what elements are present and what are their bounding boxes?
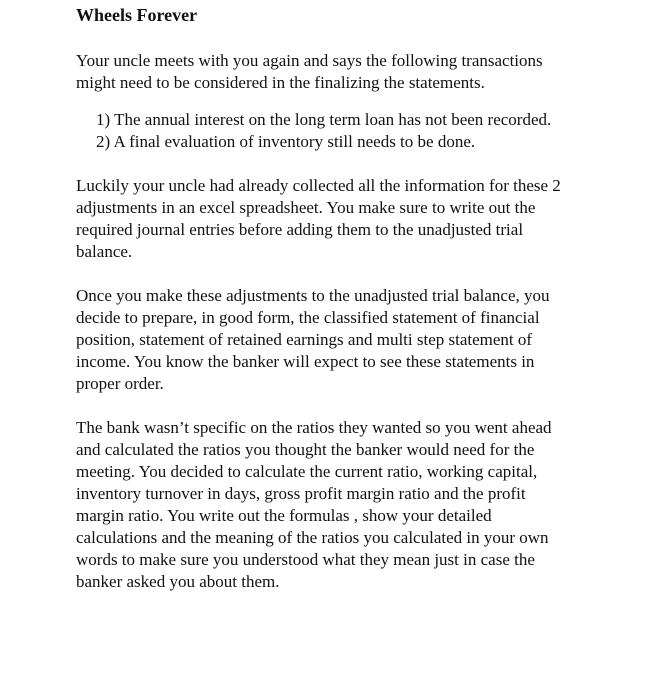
list-item <box>96 109 576 131</box>
adjustments-list <box>96 109 576 153</box>
adjustments-paragraph: Luckily your uncle had already collected all the information for these 2 adjustments in an excel spreadsheet. You make sure to write out the required journal entries before adding them to the unadjusted trial balance. <box>76 176 561 261</box>
list-item-number: 2) <box>96 132 111 151</box>
document-title: Wheels Forever <box>76 5 198 25</box>
list-item-number: 1) <box>96 110 111 129</box>
list-item-text: A final evaluation of inventory still needs to be done. <box>113 132 476 151</box>
list-item <box>96 131 576 153</box>
ratios-paragraph: The bank wasn’t specific on the ratios they wanted so you went ahead and calculated the ratios you thought the banker would need for the meeting. You decided to calculate the current ratio, working capital, inventory turnover in days, gross profit margin ratio and the profit margin ratio. You write out the formulas , show your detailed calculations and the meaning of the ratios you calculated in your own words to make sure you understood what they mean just in case the banker asked you about them. <box>76 418 552 591</box>
list-item-text: The annual interest on the long term loan has not been recorded. <box>114 110 552 129</box>
document-page <box>76 4 576 593</box>
intro-paragraph: Your uncle meets with you again and says the following transactions might need to be considered in the finalizing the statements. <box>76 51 543 92</box>
statements-paragraph: Once you make these adjustments to the unadjusted trial balance, you decide to prepare, in good form, the classified statement of financial position, statement of retained earnings and multi step statement of income. You know the banker will expect to see these statements in proper order. <box>76 286 550 393</box>
